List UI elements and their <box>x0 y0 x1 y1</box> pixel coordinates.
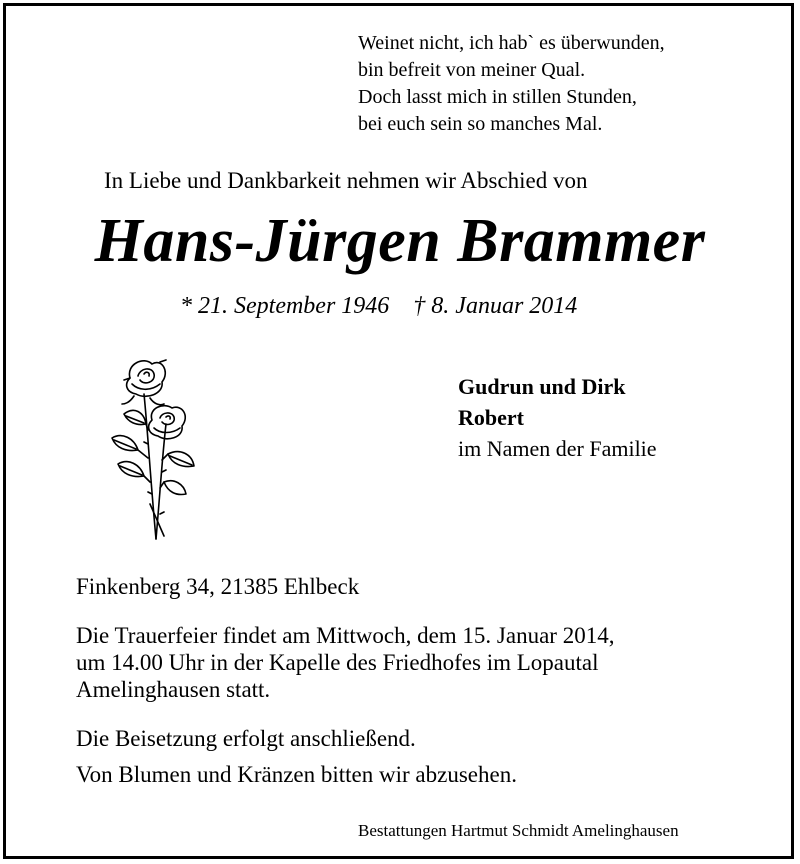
address: Finkenberg 34, 21385 Ehlbeck <box>76 574 360 599</box>
poem-line: Doch lasst mich in stillen Stunden, <box>358 86 637 108</box>
death-date: † 8. Januar 2014 <box>413 293 578 319</box>
deceased-name: Hans-Jürgen Brammer <box>94 207 706 275</box>
poem-line: Weinet nicht, ich hab` es überwunden, <box>358 32 665 54</box>
service-line: um 14.00 Uhr in der Kapelle des Friedhofes im Lopautal <box>76 650 599 675</box>
life-dates <box>180 293 577 320</box>
family-name-robert: Robert <box>458 405 524 430</box>
undertaker-footer: Bestattungen Hartmut Schmidt Amelinghausen <box>358 821 679 840</box>
intro-text: In Liebe und Dankbarkeit nehmen wir Abschied von <box>104 168 588 193</box>
family-names: Gudrun und Dirk <box>458 374 626 399</box>
birth-date: * 21. September 1946 <box>180 293 390 319</box>
poem-line: bei euch sein so manches Mal. <box>358 113 603 135</box>
poem-line: bin befreit von meiner Qual. <box>358 59 586 81</box>
family-signature <box>458 371 657 464</box>
burial-text: Die Beisetzung erfolgt anschließend. <box>76 726 416 751</box>
poem <box>358 30 665 138</box>
funeral-service-text <box>76 622 614 703</box>
flowers-text: Von Blumen und Kränzen bitten wir abzusehen. <box>76 762 517 787</box>
service-line: Amelinghausen statt. <box>76 677 271 702</box>
family-note: im Namen der Familie <box>458 436 657 461</box>
rose-icon <box>104 354 200 544</box>
service-line: Die Trauerfeier findet am Mittwoch, dem 15. Januar 2014, <box>76 623 615 648</box>
